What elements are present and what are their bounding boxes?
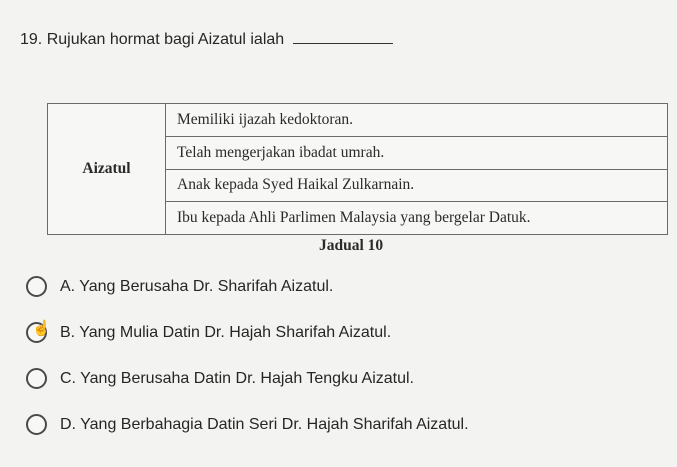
answer-blank <box>293 31 393 44</box>
table-row: Ibu kepada Ahli Parlimen Malaysia yang bergelar Datuk. <box>166 202 668 235</box>
option-d[interactable] <box>26 414 469 435</box>
question-number: 19. <box>20 31 43 48</box>
table-row: Anak kepada Syed Haikal Zulkarnain. <box>166 169 668 202</box>
option-a-label: A. Yang Berusaha Dr. Sharifah Aizatul. <box>60 277 334 295</box>
option-d-label: D. Yang Berbahagia Datin Seri Dr. Hajah Sharifah Aizatul. <box>60 415 469 433</box>
option-c-label: C. Yang Berusaha Datin Dr. Hajah Tengku Aizatul. <box>60 369 414 387</box>
radio-button-c[interactable] <box>26 368 47 389</box>
option-b-label: B. Yang Mulia Datin Dr. Hajah Sharifah Aizatul. <box>60 323 392 341</box>
table-name-cell: Aizatul <box>48 104 166 235</box>
question-text <box>20 31 393 49</box>
radio-button-b[interactable] <box>26 320 51 343</box>
option-b[interactable] <box>26 322 391 343</box>
question-prompt: Rujukan hormat bagi Aizatul ialah <box>46 31 285 48</box>
info-table <box>47 103 668 235</box>
radio-button-d[interactable] <box>26 414 47 435</box>
table-row: Memiliki ijazah kedoktoran. <box>166 104 668 137</box>
radio-button-a[interactable] <box>26 276 47 297</box>
hand-pointer-icon: ☝ <box>32 320 51 337</box>
table-row: Telah mengerjakan ibadat umrah. <box>166 136 668 169</box>
option-a[interactable] <box>26 276 333 297</box>
option-c[interactable] <box>26 368 414 389</box>
table-caption: Jadual 10 <box>319 237 384 254</box>
